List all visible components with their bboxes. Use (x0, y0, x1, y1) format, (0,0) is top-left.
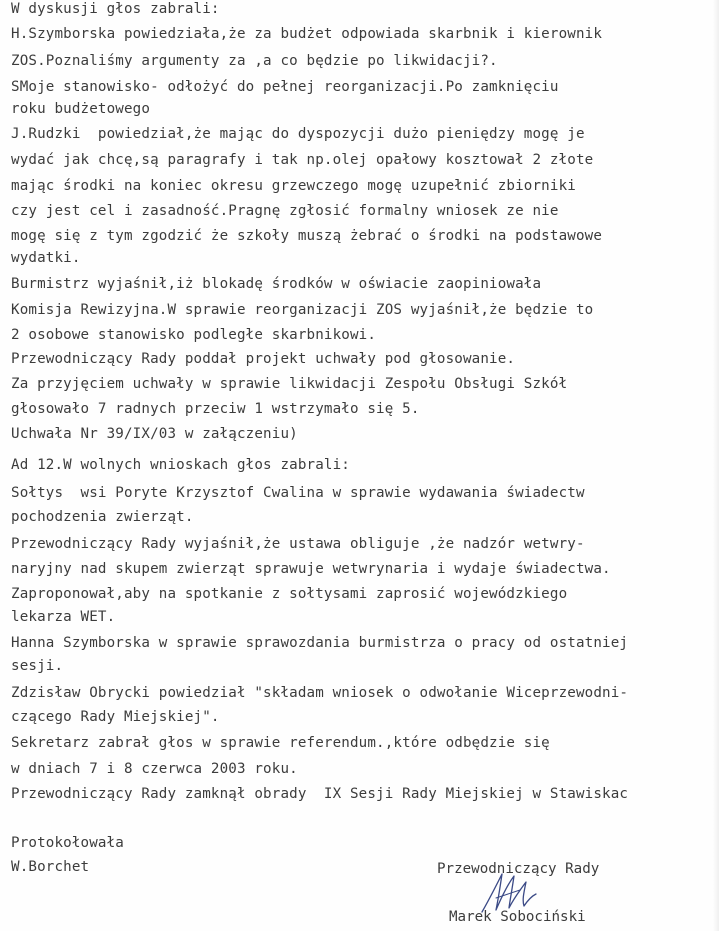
text-line: Burmistrz wyjaśnił,iż blokadę środków w oświacie zaopiniowała (11, 276, 542, 292)
text-line: Protokołowała (11, 835, 124, 851)
text-line: lekarza WET. (11, 609, 116, 625)
text-line: 2 osobowe stanowisko podległe skarbnikowi. (11, 327, 377, 343)
signature-name: Marek Sobociński (449, 909, 586, 925)
text-line: Przewodniczący Rady wyjaśnił,że ustawa obliguje ,że nadzór wetwry- (11, 536, 585, 552)
text-line: W dyskusji głos zabrali: (11, 1, 220, 17)
text-line: sesji. (11, 658, 64, 674)
text-line: Komisja Rewizyjna.W sprawie reorganizacji ZOS wyjaśnił,że będzie to (11, 302, 594, 318)
text-line: czy jest cel i zasadność.Pragnę zgłosić formalny wniosek ze nie (11, 203, 559, 219)
text-line: Przewodniczący Rady zamknął obrady IX Sesji Rady Miejskiej w Stawiskac (11, 786, 629, 802)
text-line: głosowało 7 radnych przeciw 1 wstrzymało się 5. (11, 401, 420, 417)
text-line: mogę się z tym zgodzić że szkoły muszą żebrać o środki na podstawowe (11, 228, 603, 244)
text-line: Sołtys wsi Poryte Krzysztof Cwalina w sprawie wydawania świadectw (11, 485, 585, 501)
text-line: Zaproponował,aby na spotkanie z sołtysami zaprosić wojewódzkiego (11, 586, 568, 602)
text-line: ZOS.Poznaliśmy argumenty za ,a co będzie po likwidacji?. (11, 53, 498, 69)
text-line: wydać jak chcę,są paragrafy i tak np.olej opałowy kosztował 2 złote (11, 152, 594, 168)
text-line: Ad 12.W wolnych wnioskach głos zabrali: (11, 457, 350, 473)
text-line: Za przyjęciem uchwały w sprawie likwidacji Zespołu Obsługi Szkół (11, 376, 568, 392)
text-line: pochodzenia zwierząt. (11, 509, 194, 525)
text-line: naryjny nad skupem zwierząt sprawuje wetwrynaria i wydaje świadectwa. (11, 561, 611, 577)
scan-edge (713, 0, 719, 931)
text-line: Zdzisław Obrycki powiedział "składam wniosek o odwołanie Wiceprzewodni- (11, 685, 629, 701)
text-line: W.Borchet (11, 859, 90, 875)
text-line: wydatki. (11, 250, 81, 266)
text-line: Sekretarz zabrał głos w sprawie referendum.,które odbędzie się (11, 735, 550, 751)
signature-title: Przewodniczący Rady (437, 861, 600, 877)
text-line: J.Rudzki powiedział,że mając do dyspozycji dużo pieniędzy mogę je (11, 126, 585, 142)
text-line: w dniach 7 i 8 czerwca 2003 roku. (11, 761, 298, 777)
text-line: Hanna Szymborska w sprawie sprawozdania burmistrza o pracy od ostatniej (11, 635, 629, 651)
text-line: SMoje stanowisko- odłożyć do pełnej reorganizacji.Po zamknięciu (11, 79, 559, 95)
text-line: roku budżetowego (11, 101, 151, 117)
text-line: mając środki na koniec okresu grzewczego mogę uzupełnić zbiorniki (11, 178, 576, 194)
text-line: H.Szymborska powiedziała,że za budżet odpowiada skarbnik i kierownik (11, 26, 603, 42)
text-line: Uchwała Nr 39/IX/03 w załączeniu) (11, 426, 298, 442)
text-line: Przewodniczący Rady poddał projekt uchwały pod głosowanie. (11, 351, 516, 367)
text-line: czącego Rady Miejskiej". (11, 709, 220, 725)
